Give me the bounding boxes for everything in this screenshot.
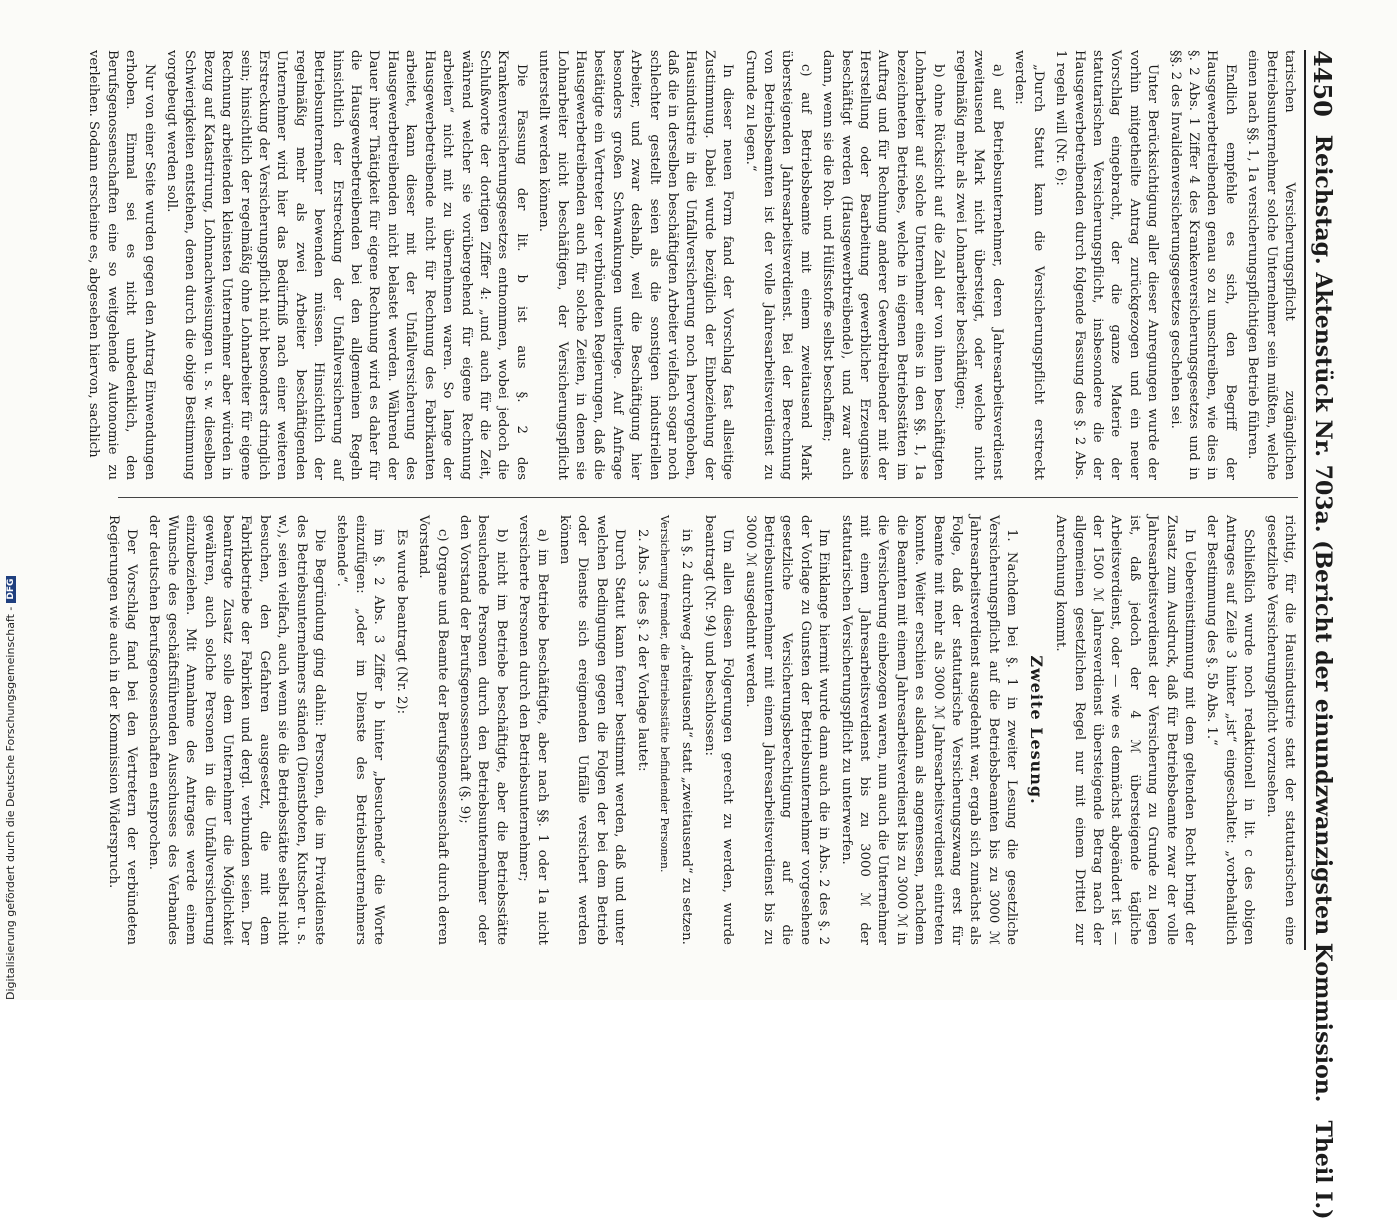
section-heading: Zweite Lesung. <box>1026 655 1046 805</box>
paragraph: tarischen Versicherungspflicht zugänglichen Betriebsunternehmer solche Unternehmer sein müßten, welche einen nach §§. 1, 1a versicherungspflichtigen Betrieb führen. <box>1245 50 1297 480</box>
paragraph: Endlich empfehle es sich, den Begriff der Hausgewerbetreibenden genau so zu umschreiben, wie dies in §. 2 Abs. 1 Ziffer 4 des Krankenversicherungsgesetzes und in §§. 2 des Invalidenversicherungsgesetzes geschehen sei. <box>1167 50 1238 480</box>
paragraph: 1. Nachdem bei §. 1 in zweiter Lesung die gesetzliche Versicherungspflicht auf die Betriebsbeamten bis zu 3000 ℳ Jahresarbeitsverdienst ausgedehnt war, ergab sich zunächst als Folge, daß der statutarische Versicherungszwang erst für Beamte mit mehr als 3000 ℳ Jahresarbeitsverdienst eintreten konnte. Weiter erschien es alsdann als angemessen, nachdem die Beamten mit einem Jahresarbeitsverdienst bis zu 3000 ℳ in die Versicherung einbezogen waren, nun auch die Unternehmer mit einem Jahresarbeitsverdienst bis zu 3000 ℳ der statutarischen Versicherungspflicht zu unterwerfen. <box>838 515 1020 945</box>
column-divider <box>118 497 1298 498</box>
page-number: 4450 <box>1308 50 1338 117</box>
list-item: c) auf Betriebsbeamte mit einem zweitausend Mark übersteigenden Jahresarbeitsverdienst. Bei der Berechnung von Betriebsbeamten ist der volle Jahresarbeitsverdienst zu Grunde zu legen.“ <box>742 50 813 480</box>
paragraph: Die Fassung der lit. b ist aus §. 2 des Krankenversicherungsgesetzes entnommen, wobei jedoch die Schlußworte der dortigen Ziffer 4: „und auch für die Zeit, während welcher sie vorübergehend für eigene Rechnung arbeiten“ nicht mit zu übernehmen waren. So lange der Hausgewerbetreibende nicht für Rechnung des Fabrikanten arbeitet, kann dieser mit der Unfallversicherung des Hausgewerbetreibenden nicht belastet werden. Während der Dauer ihrer Thätigkeit für eigene Rechnung wird es daher für die Hausgewerbetreibenden bei den allgemeinen Regeln hinsichtlich der Erstreckung der Unfallversicherung auf Betriebsunternehmer bewenden müssen. Hinsichtlich der regelmäßig mehr als zwei Arbeiter beschäftigenden Unternehmer wird hier das Bedürfniß nach einer weiteren Erstreckung der Versicherungspflicht nicht besonders dringlich sein; hinsichtlich der regelmäßig ohne Lohnarbeiter für eigene Rechnung arbeitenden kleinsten Unternehmer aber würden in Bezug auf Katastrirung, Lohnnachweisungen u. s. w. dieselben Schwierigkeiten entstehen, denen durch die obige Bestimmung vorgebeugt werden soll. <box>164 50 529 480</box>
paragraph: im §. 2 Abs. 3 Ziffer b hinter „besuchende“ die Worte einzufügen: „oder im Dienste des Betriebsunternehmers stehende“. <box>334 515 387 945</box>
paragraph: In dieser neuen Form fand der Vorschlag fast allseitige Zustimmung. Dabei wurde bezüglich der Einbeziehung der Hausindustrie in die Unfallversicherung noch hervorgehoben, daß die in derselben beschäftigten Arbeiter vielfach sogar noch schlechter gestellt seien als die sonstigen industriellen Arbeiter, und zwar deshalb, weil die Beschäftigung hier besonders großen Schwankungen unterliege. Auf Anfrage bestätigte ein Vertreter der verbündeten Regierungen, daß die Hausgewerbetreibenden auch für solche Zeiten, in denen sie Lohnarbeiter nicht beschäftigen, der Versicherungspflicht unterstellt werden können. <box>536 50 736 480</box>
rotated-page-content <box>70 0 1360 1220</box>
page-header <box>1304 50 1340 1220</box>
paragraph: Die Begründung ging dahin: Personen, die im Privatdienste des Betriebsunternehmers ständen (Dienstboten, Kutscher u. s. w.), seien vielfach, auch wenn sie die Betriebsstätte selbst nicht besuchen, den Gefahren ausgesetzt, die mit dem Fabrikbetriebe der Fabriken und dergl. verbunden seien. Der beantragte Zusatz solle dem Unternehmer die Möglichkeit gewähren, auch solche Personen in die Unfallversicherung einzubeziehen. Mit Annahme des Antrages werde einem Wunsche des geschäftsführenden Ausschusses des Verbandes der deutschen Berufsgenossenschaften entsprochen. <box>146 515 328 945</box>
part-label: Theil I.) <box>1310 1120 1336 1220</box>
paragraph: Schließlich wurde noch redaktionell in lit. c des obigen Antrages auf Zeile 3 hinter „ist“ eingeschaltet: „vorbehaltlich der Bestimmung des §. 5b Abs. 1.“ <box>1204 515 1257 945</box>
paragraph: Es wurde beantragt (Nr. 2): <box>393 529 409 715</box>
digitization-credit <box>4 576 17 1000</box>
list-item: c) Organe und Beamte der Berufsgenossenschaft durch deren Vorstand. <box>416 515 450 945</box>
list-item: b) nicht im Betriebe beschäftigte, aber die Betriebsstätte besuchende Personen durch den Betriebsunternehmer oder den Vorstand der Berufsgenossenschaft (§. 9); <box>456 515 509 945</box>
paragraph: in §. 2 durchweg „dreitausend“ statt „zweitausend“ zu setzen. <box>679 529 695 945</box>
list-item: b) ohne Rücksicht auf die Zahl der von ihnen beschäftigten Lohnarbeiter auf solche Unternehmer eines in den §§. 1, 1a bezeichneten Betriebes, welche in eigenen Betriebsstätten im Auftrag und für Rechnung anderer Gewerbtreibender mit der Herstellung oder Bearbeitung gewerblicher Erzeugnisse beschäftigt werden (Hausgewerbtreibende), und zwar auch dann, wenn sie die Roh- und Hülfsstoffe selbst beschaffen; <box>820 50 946 480</box>
paragraph: „Durch Statut kann die Versicherungspflicht erstreckt werden: <box>1012 50 1046 480</box>
running-title: Reichstag. Aktenstück Nr. 703a. (Bericht der einundzwanzigsten Kommission. <box>1310 134 1336 1103</box>
left-column <box>86 50 1298 480</box>
paragraph: Nur von einer Seite wurden gegen den Antrag Einwendungen erhoben. Einmal sei es nicht unbedenklich, den Berufsgenossenschaften eine so weitgehende Autonomie zu verleihen. Sodann erscheine es, abgesehen hiervon, sachlich <box>86 50 157 480</box>
paragraph: Durch Statut kann ferner bestimmt werden, daß und unter welchen Bedingungen gegen die Folgen der bei dem Betrieb oder Dienste sich ereignenden Unfälle versichert werden können <box>556 515 628 945</box>
list-item: a) im Betriebe beschäftigte, aber nach §§. 1 oder 1a nicht versicherte Personen durch den Betriebsunternehmer; <box>516 515 550 945</box>
right-column <box>105 515 1298 945</box>
list-item: a) auf Betriebsunternehmer, deren Jahresarbeitsverdienst zweitausend Mark nicht übersteigt, oder welche nicht regelmäßig mehr als zwei Lohnarbeiter beschäftigen; <box>953 50 1005 480</box>
dfg-logo: DFG <box>6 576 16 603</box>
credit-text: Digitalisierung gefördert durch die Deutsche Forschungsgemeinschaft - <box>4 606 17 1000</box>
paragraph: Der Vorschlag fand bei den Vertretern der verbündeten Regierungen wie auch in der Kommission Widerspruch. <box>105 515 140 945</box>
paragraph: Unter Berücksichtigung aller dieser Anregungen wurde der vorhin mitgetheilte Antrag zurückgezogen und ein neuer Vorschlag eingebracht, der die ganze Materie der statutarischen Versicherungspflicht, insbesondere die der Hausgewerbetreibenden durch folgende Fassung des §. 2 Abs. 1 regeln will (Nr. 6): <box>1053 50 1161 480</box>
margin-note: Versicherung fremder, die Betriebsstätte befindender Personen. <box>658 515 671 873</box>
paragraph: In Uebereinstimmung mit dem geltenden Recht bringt der Zusatz zum Ausdruck, daß für Betriebsbeamte zwar der volle Jahresarbeitsverdienst der Versicherung zu Grunde zu legen ist, daß jedoch der 4 ℳ übersteigende tägliche Arbeitsverdienst, oder — wie es demnächst abgeändert ist — der 1500 ℳ Jahresverdienst übersteigende Betrag nach der allgemeinen gesetzlichen Regel nur mit einem Drittel zur Anrechnung kommt. <box>1053 515 1197 945</box>
paragraph: 2. Abs. 3 des §. 2 der Vorlage lautet: <box>634 529 650 772</box>
paragraph: richtig, für die Hausindustrie statt der statutarischen eine gesetzliche Versicherungspflicht vorzusehen. <box>1263 515 1297 945</box>
paragraph: Um allen diesen Folgerungen gerecht zu werden, wurde beantragt (Nr. 94) und beschlossen: <box>701 515 736 945</box>
paragraph: Im Einklange hiermit wurde dann auch die in Abs. 2 des §. 2 der Vorlage zu Gunsten der Betriebsunternehmer vorgesehene gesetzliche Versicherungsberechtigung auf die Betriebsunternehmer mit einem Jahresarbeitsverdienst bis zu 3000 ℳ ausgedehnt werden. <box>742 515 832 945</box>
